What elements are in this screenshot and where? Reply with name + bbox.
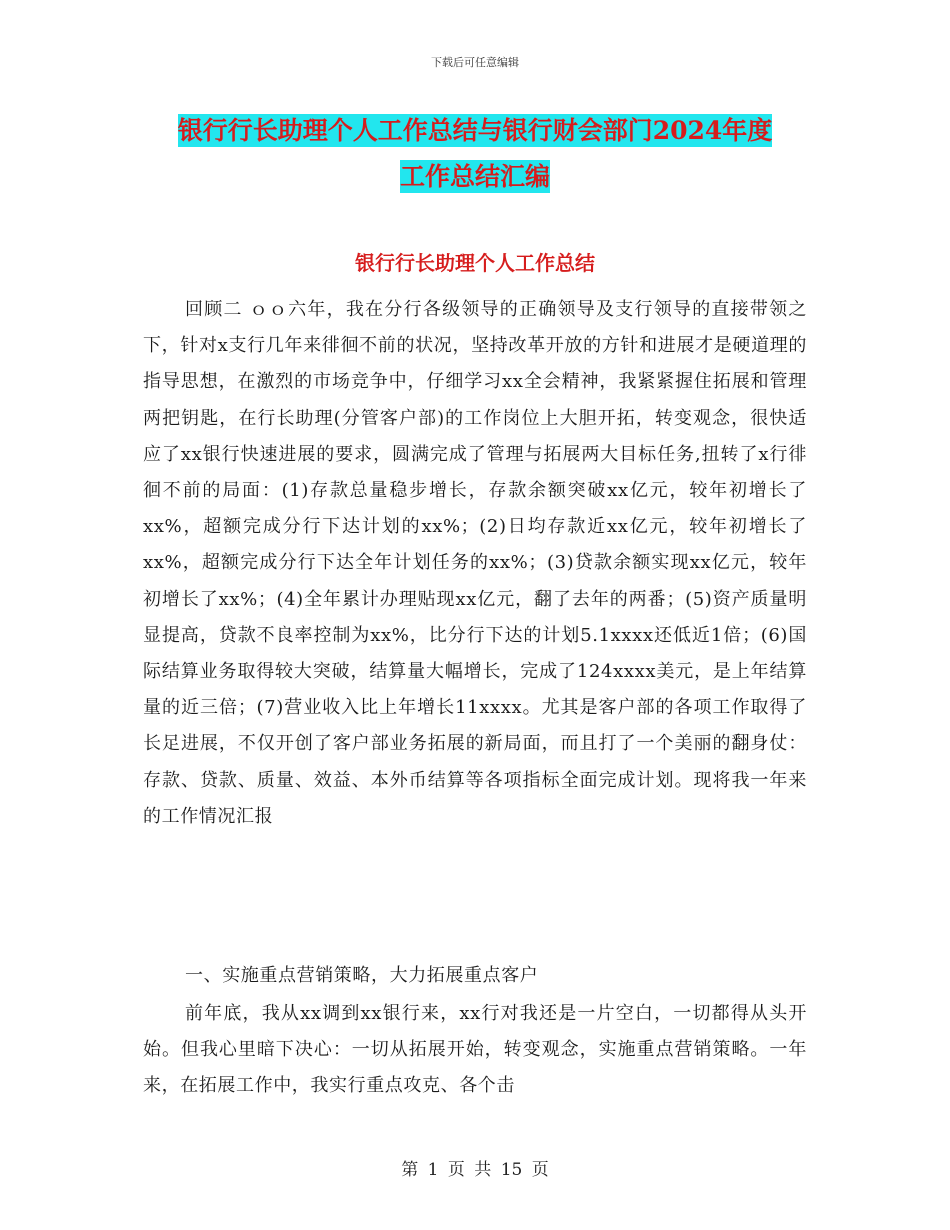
document-title-line-2: 工作总结汇编 xyxy=(399,162,550,191)
document-title xyxy=(0,108,950,200)
section-title: 银行行长助理个人工作总结 xyxy=(355,251,595,275)
document-title-line-1: 银行行长助理个人工作总结与银行财会部门2024年度 xyxy=(177,116,773,145)
body-paragraph-2: 前年底，我从xx调到xx银行来，xx行对我还是一片空白，一切都得从头开始。但我心里暗下决心：一切从拓展开始，转变观念，实施重点营销策略。一年来，在拓展工作中，我实行重点攻克、各个击 xyxy=(143,1003,807,1097)
subheading-1: 一、实施重点营销策略，大力拓展重点客户 xyxy=(185,965,539,986)
body-paragraph-1: 回顾二 ｏｏ六年，我在分行各级领导的正确领导及支行领导的直接带领之下，针对x支行几年来徘徊不前的状况，坚持改革开放的方针和进展才是硬道理的指导思想，在激烈的市场竞争中，仔细学习xx全会精神，我紧紧握住拓展和管理两把钥匙，在行长助理(分管客户部)的工作岗位上大胆开拓，转变观念，很快适应了xx银行快速进展的要求，圆满完成了管理与拓展两大目标任务,扭转了x行徘徊不前的局面：(1)存款总量稳步增长，存款余额突破xx亿元，较年初增长了xx%，超额完成分行下达计划的xx%；(2)日均存款近xx亿元，较年初增长了xx%，超额完成分行下达全年计划任务的xx%；(3)贷款余额实现xx亿元，较年初增长了xx%；(4)全年累计办理贴现xx亿元，翻了去年的两番；(5)资产质量明显提高，贷款不良率控制为xx%，比分行下达的计划5.1xxxx还低近1倍；(6)国际结算业务取得较大突破，结算量大幅增长，完成了124xxxx美元，是上年结算量的近三倍；(7)营业收入比上年增长11xxxx。尤其是客户部的各项工作取得了长足进展，不仅开创了客户部业务拓展的新局面，而且打了一个美丽的翻身仗：存款、贷款、质量、效益、本外币结算等各项指标全面完成计划。现将我一年来的工作情况汇报 xyxy=(143,299,807,827)
page-number: 第 1 页 共 15 页 xyxy=(401,1160,549,1180)
page-header-note: 下载后可任意编辑 xyxy=(431,56,519,69)
